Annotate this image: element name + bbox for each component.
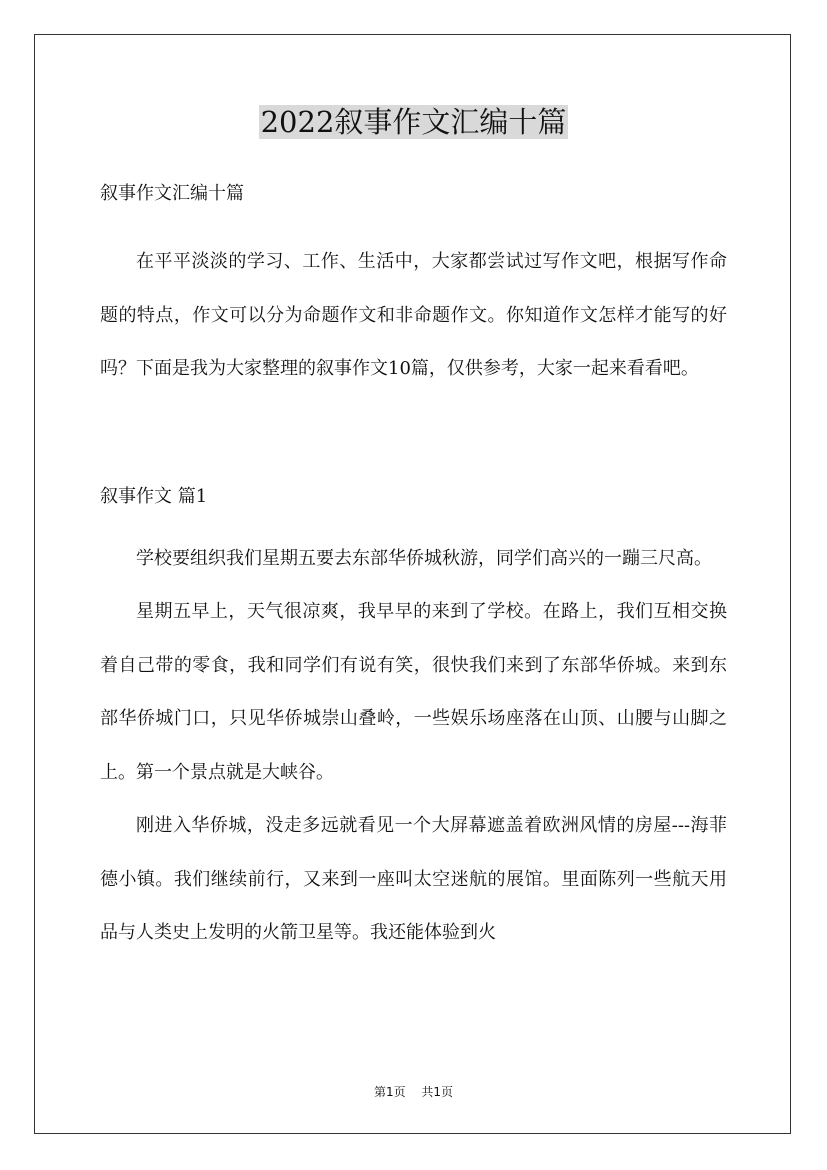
body-paragraph: 刚进入华侨城，没走多远就看见一个大屏幕遮盖着欧洲风情的房屋---海菲德小镇。我们继续前行，又来到一座叫太空迷航的展馆。里面陈列一些航天用品与人类史上发明的火箭卫星等。我还能体验到火 <box>100 815 727 943</box>
document-subtitle: 叙事作文汇编十篇 <box>100 183 244 204</box>
document-body <box>100 174 727 960</box>
document-title-text: 2022叙事作文汇编十篇 <box>260 105 567 139</box>
intro-paragraph: 在平平淡淡的学习、工作、生活中，大家都尝试过写作文吧，根据写作命题的特点，作文可以分为命题作文和非命题作文。你知道作文怎样才能写的好吗？下面是我为大家整理的叙事作文10篇，仅供参考，大家一起来看看吧。 <box>100 251 727 379</box>
page-footer <box>0 1083 827 1101</box>
section-heading: 叙事作文 篇1 <box>100 485 208 507</box>
body-paragraph: 学校要组织我们星期五要去东部华侨城秋游，同学们高兴的一蹦三尺高。 <box>136 547 712 569</box>
document-title <box>0 100 827 144</box>
spacer <box>100 517 727 532</box>
page-total: 共1页 <box>421 1085 454 1099</box>
body-paragraph: 星期五早上，天气很凉爽，我早早的来到了学校。在路上，我们互相交换着自己带的零食，我和同学们有说有笑，很快我们来到了东部华侨城。来到东部华侨城门口，只见华侨城崇山叠岭，一些娱乐场座落在山顶、山腰与山脚之上。第一个景点就是大峡谷。 <box>100 601 727 783</box>
page-number: 第1页 <box>373 1085 406 1099</box>
spacer <box>100 396 727 477</box>
spacer <box>100 214 727 235</box>
